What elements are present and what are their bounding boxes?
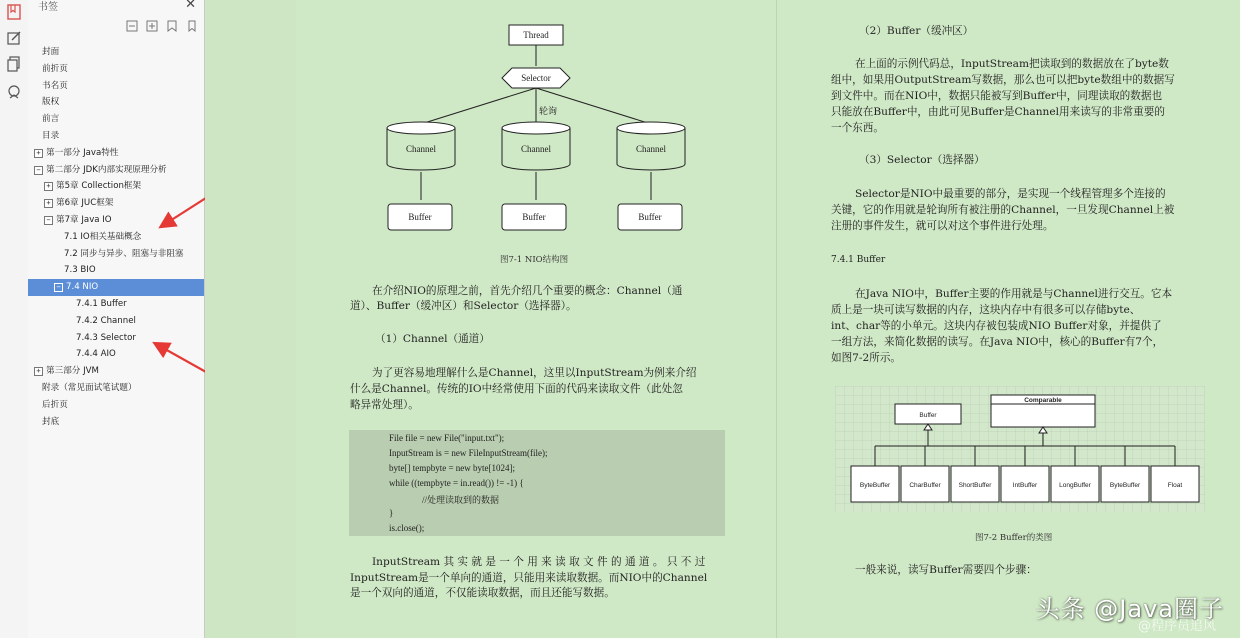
buffer-class-diagram	[835, 386, 1205, 512]
bookmark-label: 书名页	[42, 80, 68, 91]
document-page-right[interactable]	[777, 0, 1240, 638]
code-block	[349, 430, 725, 536]
bookmark-label: 后折页	[42, 399, 68, 410]
paragraph: 注册的事件发生，就可以对这个事件进行处理。	[831, 220, 1054, 232]
bookmark-item[interactable]	[28, 78, 204, 95]
bookmark-icon[interactable]	[6, 4, 22, 20]
collapse-toggle-icon[interactable]: −	[34, 166, 43, 175]
bookmark-tools	[126, 20, 198, 32]
bookmark-label: 封面	[42, 47, 60, 57]
bookmark-item[interactable]	[28, 44, 204, 61]
class-label: Comparable	[1024, 397, 1062, 404]
bookmark-label: 版权	[42, 97, 60, 108]
bookmark-label: 7.4.4 AIO	[76, 349, 116, 360]
panel-title: 书签	[38, 2, 58, 13]
expand-toggle-icon[interactable]: +	[44, 182, 53, 191]
class-label: ShortBuffer	[958, 482, 992, 489]
document-page-left[interactable]	[296, 0, 777, 638]
expand-toggle-icon[interactable]: +	[34, 149, 43, 158]
add-bookmark-icon[interactable]	[166, 20, 178, 32]
bookmark-label: 目录	[42, 130, 60, 141]
bookmark-label: 第三部分 JVM	[46, 366, 99, 377]
nio-structure-diagram	[376, 22, 706, 254]
class-label: ByteBuffer	[859, 482, 891, 489]
code-line: File file = new File("input.txt");	[389, 433, 505, 443]
bookmark-label: 7.3 BIO	[64, 265, 96, 276]
paragraph: 一般来说，读写Buffer需要四个步骤：	[855, 564, 1037, 576]
bookmark-label: 封底	[42, 416, 60, 427]
bookmark-item[interactable]	[28, 414, 204, 431]
bookmark-item[interactable]	[28, 128, 204, 145]
paragraph: 道）、Buffer（缓冲区）和Selector（选择器）。	[350, 300, 577, 312]
paragraph: InputStream是一个单向的通道，只能用来读取数据。而NIO中的Channel	[350, 572, 708, 584]
bookmark-label: 7.2 同步与异步、阻塞与非阻塞	[64, 248, 184, 259]
bookmark-label: 7.4 NIO	[66, 282, 99, 293]
channel-label: Channel	[406, 144, 436, 154]
bookmark-label: 第7章 Java IO	[56, 214, 112, 225]
bookmark-label: 第5章 Collection框架	[56, 181, 142, 192]
panel-header	[28, 0, 204, 14]
bookmark-label: 7.1 IO相关基础概念	[64, 231, 142, 242]
attachment-icon[interactable]	[6, 84, 22, 100]
paragraph: 略异常处理）。	[350, 399, 419, 411]
paragraph: 组中，如果用OutputStream写数据，那么也可以把byte数组中的数据写	[831, 74, 1175, 86]
annotation-icon[interactable]	[6, 30, 22, 46]
code-line: }	[389, 508, 394, 518]
watermark-sub: @程序员追风	[1137, 619, 1216, 634]
paragraph: 什么是Channel。传统的IO中经常使用下面的代码来读取文件（此处忽	[350, 383, 683, 395]
section-heading: 7.4.1 Buffer	[831, 255, 886, 265]
paragraph: 如图7-2所示。	[831, 352, 902, 364]
pages-icon[interactable]	[6, 56, 22, 72]
class-label: ByteBuffer	[1109, 482, 1141, 489]
collapse-toggle-icon[interactable]: −	[54, 283, 63, 292]
subheading: （1）Channel（通道）	[375, 333, 490, 345]
code-line: is.close();	[389, 523, 425, 533]
figure-caption: 图7-1 NIO结构图	[500, 255, 569, 265]
paragraph: 到文件中。而在NIO中，数据只能被写到Buffer中，同理读取的数据也	[831, 90, 1163, 102]
class-label: LongBuffer	[1059, 482, 1091, 489]
class-label: Float	[1167, 482, 1183, 489]
class-label: IntBuffer	[1012, 482, 1038, 489]
paragraph: 在介绍NIO的原理之前，首先介绍几个重要的概念：Channel（通	[372, 285, 683, 297]
paragraph: 在Java NIO中，Buffer主要的作用就是与Channel进行交互。它本	[855, 288, 1173, 300]
expand-all-icon[interactable]	[146, 20, 158, 32]
paragraph: 为了更容易地理解什么是Channel，这里以InputStream为例来介绍	[372, 367, 697, 379]
paragraph: int、char等的小单元。这块内存被包装成NIO Buffer对象，并提供了	[831, 320, 1162, 332]
watermark: 头条 @Java圈子	[1035, 595, 1224, 623]
bookmark-label: 附录（常见面试笔试题）	[42, 382, 137, 393]
bookmark-outline-icon[interactable]	[186, 20, 198, 32]
viewer-background	[205, 0, 296, 638]
expand-toggle-icon[interactable]: +	[34, 367, 43, 376]
collapse-toggle-icon[interactable]: −	[44, 216, 53, 225]
poll-label: 轮询	[538, 106, 558, 116]
bookmark-label: 7.4.2 Channel	[76, 315, 136, 326]
code-line: while ((tempbyte = in.read()) != -1) {	[389, 478, 524, 488]
paragraph: 在上面的示例代码总，InputStream把读取到的数据放在了byte数	[855, 58, 1169, 70]
buffer-label: Buffer	[408, 212, 432, 222]
code-line: byte[] tempbyte = new byte[1024];	[389, 463, 516, 473]
close-icon[interactable]: ✕	[185, 0, 196, 12]
expand-toggle-icon[interactable]: +	[44, 199, 53, 208]
thread-label: Thread	[523, 30, 549, 40]
bookmark-label: 第一部分 Java特性	[46, 147, 119, 158]
code-line: InputStream is = new FileInputStream(file);	[389, 448, 548, 458]
channel-label: Channel	[636, 144, 666, 154]
code-line: //处理读取到的数据	[422, 495, 500, 505]
paragraph: 只能放在Buffer中，由此可见Buffer是Channel用来读写的非常重要的	[831, 106, 1165, 118]
bookmark-label: 7.4.1 Buffer	[76, 298, 127, 309]
bookmark-item[interactable]	[28, 61, 204, 78]
paragraph: 一组方法，来简化数据的读写。在Java NIO中，核心的Buffer有7个，	[831, 336, 1164, 348]
class-label: Buffer	[919, 412, 937, 419]
subheading: （2）Buffer（缓冲区）	[859, 25, 974, 37]
paragraph: Selector是NIO中最重要的部分，是实现一个线程管理多个连接的	[855, 188, 1166, 200]
collapse-all-icon[interactable]	[126, 20, 138, 32]
paragraph: 质上是一块可读写数据的内存，这块内存中有很多可以存储byte、	[831, 304, 1141, 316]
bookmark-label: 第6章 JUC框架	[56, 198, 114, 209]
paragraph: 关键，它的作用就是轮询所有被注册的Channel，一旦发现Channel上被	[831, 204, 1175, 216]
class-label: CharBuffer	[909, 482, 941, 489]
figure-caption: 图7-2 Buffer的类图	[975, 533, 1053, 543]
buffer-label: Buffer	[638, 212, 662, 222]
buffer-label: Buffer	[522, 212, 546, 222]
channel-label: Channel	[521, 144, 551, 154]
bookmark-label: 前折页	[42, 63, 68, 74]
paragraph: 一个东西。	[831, 122, 884, 134]
paragraph: InputStream 其 实 就 是 一 个 用 来 读 取 文 件 的 通 道 。 只 不 过	[372, 556, 706, 568]
bookmark-label: 前言	[42, 114, 60, 125]
selector-label: Selector	[521, 73, 551, 83]
bookmark-label: 7.4.3 Selector	[76, 332, 136, 343]
bookmark-item[interactable]	[28, 94, 204, 111]
bookmark-label: 第二部分 JDK内部实现原理分析	[46, 164, 167, 175]
subheading: （3）Selector（选择器）	[859, 154, 985, 166]
paragraph: 是一个双向的通道，不仅能读取数据，而且还能写数据。	[350, 587, 615, 599]
left-toolbar	[0, 0, 29, 638]
bookmark-item[interactable]	[28, 111, 204, 128]
